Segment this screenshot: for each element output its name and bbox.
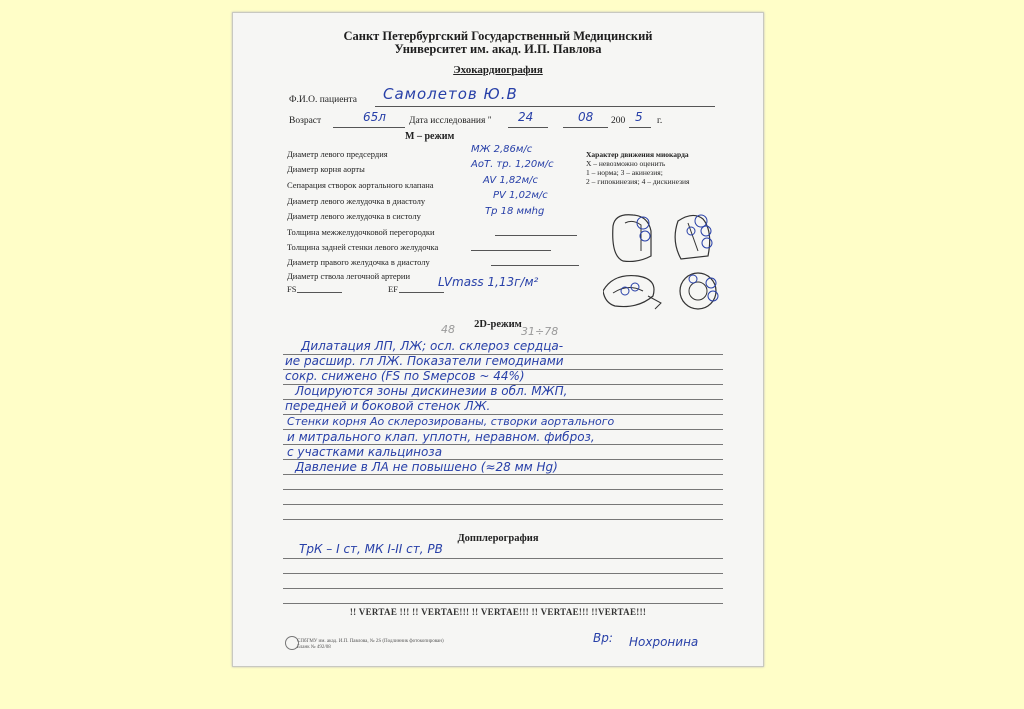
pencil-note-left: 48 [441, 323, 455, 336]
pencil-note-right: 31÷78 [521, 325, 559, 338]
2d-note-line: Давление в ЛА не повышено (≈28 мм Hg) [295, 460, 558, 474]
legend-line-2: 2 – гипокинезия; 4 – дискинезия [586, 177, 690, 186]
date-day: 24 [518, 110, 534, 124]
heart-segment-diagram [603, 211, 753, 321]
ef-label: EF [388, 284, 398, 294]
2d-note-line: Лоцируются зоны дискинезии в обл. МЖП, [295, 384, 568, 398]
ruled-line [283, 588, 723, 589]
legend-title: Характер движения миокарда [586, 150, 689, 159]
date-day-line [508, 127, 548, 128]
m-mode-title: М – режим [405, 131, 455, 142]
ruled-line [283, 519, 723, 520]
age-label: Возраст [289, 116, 322, 126]
doppler-title: Допплерография [457, 533, 539, 544]
vertae-watermark: !! VERTAE !!! !! VERTAE!!! !! VERTAE!!! !! VERTAE!!! !!VERTAE!!! [349, 607, 647, 617]
m-row-label: Диаметр левого предсердия [287, 149, 388, 159]
date-year-line [629, 127, 651, 128]
m-row-value: МЖ 2,86м/с [471, 144, 533, 155]
m-row-label: Диаметр ствола легочной артерии [287, 271, 410, 281]
signature-name: Нохронина [629, 635, 699, 649]
myocardium-legend [586, 150, 690, 186]
ruled-line [283, 573, 723, 574]
ruled-line [283, 504, 723, 505]
footer-line-2: Бланк № 492/08 [297, 645, 331, 650]
patient-name-line [375, 106, 715, 107]
m-row-line [491, 265, 579, 266]
echo-form-page [232, 12, 764, 667]
ruled-line [283, 603, 723, 604]
ruled-line [283, 489, 723, 490]
date-label: Дата исследования " [409, 116, 492, 126]
signature-prefix: Вр: [593, 631, 613, 645]
2d-note-line: с участками кальциноза [287, 445, 443, 459]
doppler-note: ТрК – I ст, МК I-II ст, PВ [299, 542, 443, 556]
m-row-value: АоТ. тр. 1,20м/с [471, 159, 554, 170]
legend-x: Х – невозможно оценить [586, 159, 666, 168]
m-row-label: Сепарация створок аортального клапана [287, 180, 434, 190]
ruled-line [283, 558, 723, 559]
m-row-label: Диаметр левого желудочка в диастолу [287, 196, 426, 206]
2d-note-line: Стенки корня Ао склерозированы, створки аортального [287, 415, 615, 428]
header-line-1: Санкт Петербургский Государственный Медицинский [343, 29, 653, 43]
m-row-line [495, 235, 577, 236]
m-row-line [471, 250, 551, 251]
header-line-2: Университет им. акад. И.П. Павлова [394, 42, 602, 56]
age-value: 65л [363, 110, 386, 124]
m-row-value: Тр 18 ммhg [485, 206, 545, 217]
date-month-line [563, 127, 608, 128]
date-year-prefix: 200 [611, 116, 626, 126]
fs-line [297, 292, 342, 293]
age-line [333, 127, 405, 128]
m-row-label: Толщина задней стенки левого желудочка [287, 242, 439, 252]
ruled-line [283, 474, 723, 475]
m-row-label: Диаметр левого желудочка в систолу [287, 211, 421, 221]
footer-line-1: СПбГМУ им. акад. И.П. Павлова, № 2S (Подлинник фотокопирован) [297, 639, 444, 644]
2d-note-line: сокр. снижено (FS по Sмерсов ~ 44%) [285, 369, 525, 383]
patient-name-value: Самолетов Ю.В [383, 85, 518, 103]
date-year-suffix: 5 [635, 110, 643, 124]
m-row-value: AV 1,82м/с [483, 175, 539, 186]
m-row-label: Диаметр корня аорты [287, 164, 365, 174]
m-row-value: PV 1,02м/с [493, 190, 548, 201]
m-row-label: Диаметр правого желудочка в диастолу [287, 257, 430, 267]
2d-note-line: и митрального клап. уплотн, неравном. фиброз, [287, 430, 595, 444]
lv-mass-value: LVmass 1,13г/м² [438, 275, 539, 289]
2d-note-line: Дилатация ЛП, ЛЖ; осл. склероз сердца- [301, 339, 564, 353]
form-footer [297, 639, 444, 651]
ef-line [399, 292, 444, 293]
fs-label: FS [287, 284, 297, 294]
2d-note-line: ие расшир. гл ЛЖ. Показатели гемодинами [285, 354, 564, 368]
form-title: Эхокардиография [453, 64, 543, 76]
date-suffix: г. [657, 116, 663, 126]
date-month: 08 [578, 110, 594, 124]
2d-note-line: передней и боковой стенок ЛЖ. [285, 399, 491, 413]
patient-name-label: Ф.И.О. пациента [289, 95, 357, 105]
legend-line-1: 1 – норма; 3 – акинезия; [586, 168, 663, 177]
2d-mode-title: 2D-режим [474, 319, 522, 330]
m-row-label: Толщина межжелудочковой перегородки [287, 227, 435, 237]
